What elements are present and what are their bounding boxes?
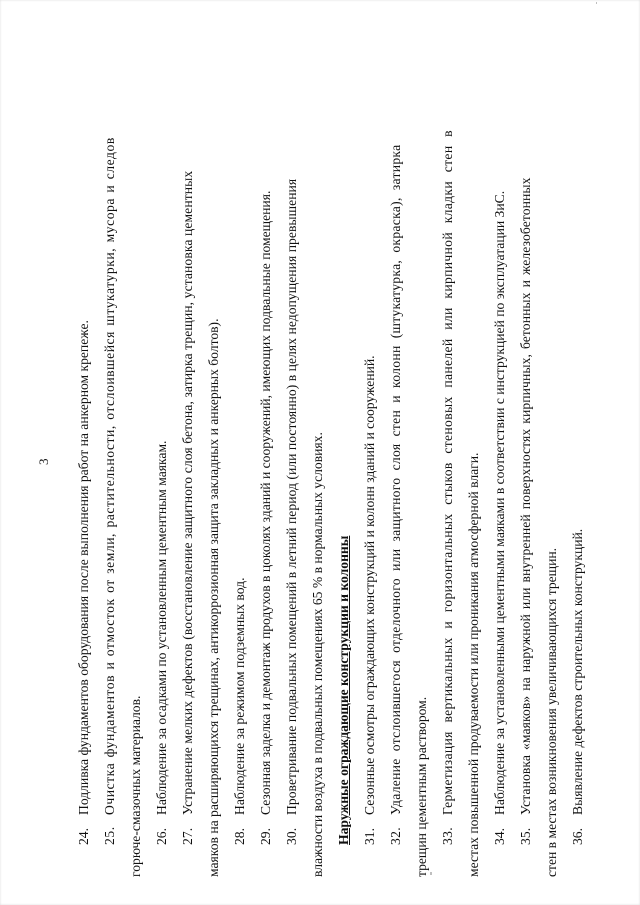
list-item-29: 29.Сезонная заделка и демонтаж продухов в цоколях зданий и сооружений, имеющих подвальные помещения. (258, 190, 273, 845)
list-item-34: 34.Наблюдение за установленными цементными маяками в соответствии с инструкцией по эксплуатации ЗиС. (492, 190, 507, 845)
list-item-27: 27.Устранение мелких дефектов (восстановление защитного слоя бетона, затирка трещин, установка цементных (180, 170, 195, 845)
list-item-24: 24.Подливка фундаментов оборудования после выполнения работ на анкерном крепеже. (76, 320, 91, 845)
list-item-32-cont: трещин цементным раствором. (414, 696, 429, 877)
list-item-35-cont: стен в местах возникновения увеличивающихся трещин. (544, 547, 559, 877)
list-item-33-cont: местах повышенной продуваемости или проникания атмосферной влаги. (466, 452, 481, 877)
list-item-32: 32.Удаление отслоившегося отделочного или защитного слоя стен и колонн (штукатурка, окраска), затирка (388, 144, 403, 845)
list-item-25: 25.Очистка фундаментов и отмосток от земли, растительности, отслоившейся штукатурки, мусора и следов (102, 137, 117, 845)
list-item-33: 33.Герметизация вертикальных и горизонтальных стыков стеновых панелей или кирпичной кладки стен в (440, 130, 455, 845)
list-item-31: 31.Сезонные осмотры ограждающих конструкций и колонн зданий и сооружений. (362, 355, 377, 845)
list-item-28: 28.Наблюдение за режимом подземных вод. (232, 577, 247, 845)
list-item-36: 36.Выявление дефектов строительных конструкций. (570, 528, 585, 845)
list-item-30: 30.Проветривание подвальных помещений в летний период (или постоянно) в целях недопущения превышения (284, 178, 299, 845)
section-heading: Наружные ограждающие конструкции и колонны (336, 535, 351, 845)
page-number: 3 (36, 458, 51, 465)
list-item-25-cont: горюче-смазочных материалов. (128, 695, 143, 877)
list-item-30-cont: влажности воздуха в подвальных помещениях 65 % в нормальных условиях. (310, 432, 325, 877)
list-item-26: 26.Наблюдение за осадками по установленным цементным маякам. (154, 440, 169, 845)
list-item-35: 35.Установка «маяков» на наружной или внутренней поверхностях кирпичных, бетонных и железобетонных (518, 177, 533, 845)
scan-speck (596, 2, 597, 4)
list-item-27-cont: маяков на расширяющихся трещинах, антикоррозионная защита закладных и анкерных болтов). (206, 318, 221, 877)
scan-speck (430, 872, 432, 875)
